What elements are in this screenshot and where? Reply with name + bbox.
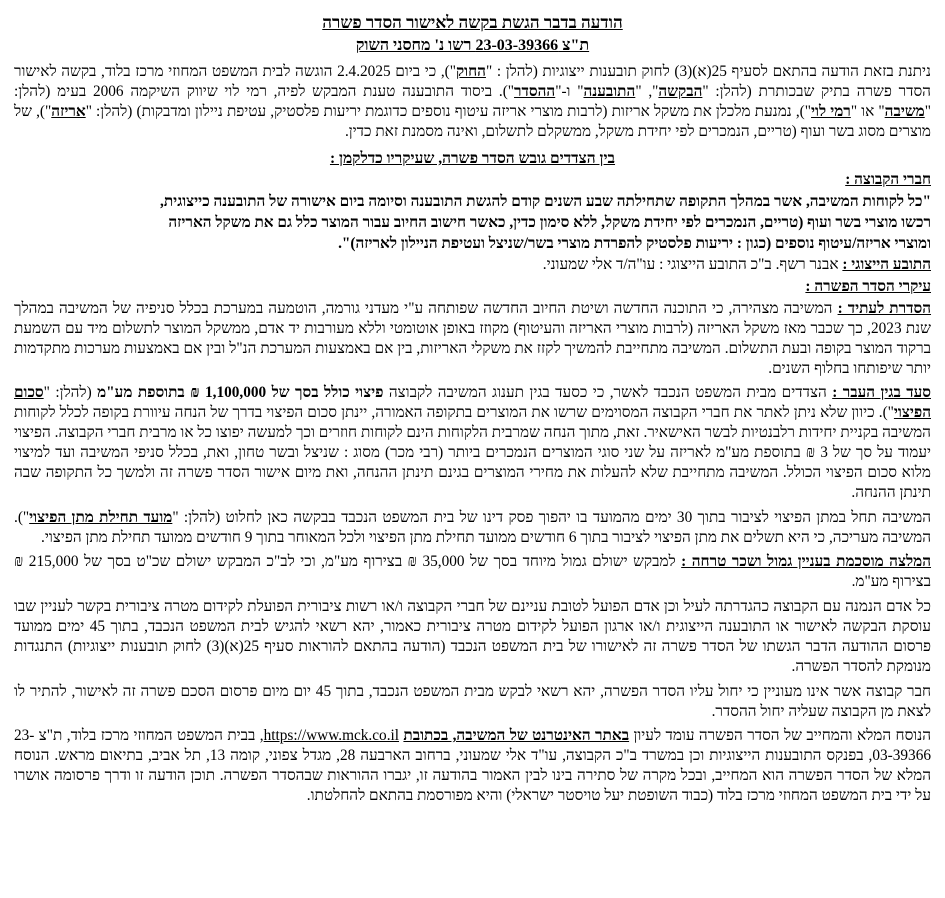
fees-recommendation-paragraph xyxy=(14,552,931,592)
full-text-b: , בבית המשפט המחוזי מרכז בלוד, ת"צ 23-03-39366, בפנקס התובענות הייצוגיות וכן במשרד ב"כ הקבוצה, עו"ד אלי שמעוני, ברחוב הארבעה 28, מגדל צפוני, קומה 13, תל אביב, בתיאום מראש. הנוסח המלא של הסדר הפשרה הוא המחייב, ובכל מקרה של סתירה בינו לבין האמור בהודעה זו, יגברו ההוראות שבהסדר הפשרה. תוכן הודעה זו ודרך פרסומה אושרו על ידי בית המשפט המחוזי מרכז בלוד (כבוד השופטת יעל טויסטר ישראלי) והיא מפורסמת בהתאם להחלטתו. xyxy=(14,727,931,805)
future-arrangement-label: הסדרת לעתיד : xyxy=(837,299,932,317)
representative-plaintiff-line xyxy=(14,255,931,275)
group-members-heading: חברי הקבוצה : xyxy=(845,170,931,188)
respondent-website-link[interactable]: https://www.mck.co.il xyxy=(263,727,400,745)
intro-paragraph xyxy=(14,62,931,142)
payment-start-text-b: "). המשיבה מעריכה, כי היא תשלים את מתן הפיצוי לציבור בתוך 6 חודשים ממועד תחילת מתן הפיצוי ולכל המאוחר בתוך 9 חודשים ממועד תחילת מתן הפיצוי. xyxy=(14,508,931,546)
term-habaksha: הבקשה xyxy=(658,83,703,101)
term-ramilevi: רמי לוי xyxy=(811,103,851,120)
term-ariza: אריזה xyxy=(51,103,86,120)
future-arrangement-paragraph xyxy=(14,299,931,379)
fees-recommendation-label: המלצה מוסכמת בעניין גמול ושכר טרחה : xyxy=(681,553,932,571)
settlement-reached-heading: בין הצדדים גובש הסדר פשרה, שעיקריו כדלקמן : xyxy=(329,149,616,167)
intro-text-e: "). ביסוד התובענה טענת המבקש לפיה, רמי לוי שיווק השיקמה 2006 בעימ (להלן: " xyxy=(14,83,931,120)
payment-start-paragraph xyxy=(14,508,931,548)
representative-plaintiff-label: התובע הייצוגי : xyxy=(842,256,931,274)
group-definition-quote xyxy=(14,192,931,255)
group-quote-line-1: "כל לקוחות המשיבה, אשר במהלך התקופה שתחילתה שבע השנים קודם להגשת התובענה וסיומה ביום אישורה של התובענה כייצוגית, xyxy=(160,192,931,210)
term-hachok: החוק xyxy=(456,63,486,81)
fees-recommendation-text: למבקש ישולם גמול מיוחד בסך של 35,000 ₪ בצירוף מע"מ, וכי לב"כ המבקש ישולם שכ"ט בסך של 215,000 ₪ בצירוף מע"מ. xyxy=(14,553,931,591)
settlement-main-heading: עיקרי הסדר הפשרה : xyxy=(805,278,931,296)
opt-out-paragraph: חבר קבוצה אשר אינו מעוניין כי יחול עליו הסדר הפשרה, יהא רשאי לבקש מבית המשפט הנכבד, בתוך 45 יום מיום פרסום הסכם פשרה זה לאישור, להתיר לו לצאת מן הקבוצה שעליה יחול ההסדר. xyxy=(14,682,931,720)
intro-text-h: "), של מוצרים מסוג בשר ועוף (טריים, הנמכרים לפי יחידת משקל, ממשקלם לתשלום, ואינה מסמנת זאת כדין. xyxy=(14,103,931,140)
intro-text-g: "), נמנעת מלכלן את משקל אריזות (לרבות מוצרי אריזה עיטוף נוספים כדוגמת יריעות פלסטיק, עטיפת ניילון ומדבקות) (להלן: " xyxy=(85,103,812,120)
intro-text-a: ניתנת בזאת הודעה בהתאם לסעיף 25(א)(3) לחוק תובענות ייצוגיות (להלן : " xyxy=(485,63,931,81)
payment-start-text-a: המשיבה תחל במתן הפיצוי לציבור בתוך 30 ימים מהמועד בו יהפוך פסק דינו של בית המשפט הנכבד בבקשה כאן לחלוט (להלן: " xyxy=(172,508,931,526)
intro-text-c: ", " xyxy=(635,83,659,101)
term-meshiva: משיבה xyxy=(884,103,925,120)
document-title: הודעה בדבר הגשת בקשה לאישור הסדר פשרה xyxy=(322,13,623,32)
term-hahesder: ההסדר xyxy=(514,83,556,101)
past-remedy-label: סעד בגין העבר : xyxy=(832,384,931,402)
vat-note: בתוספת מע"מ xyxy=(97,384,185,402)
past-remedy-text-a: הצדדים מבית המשפט הנכבד לאשר, כי כסעד בגין תענוג המשיבה לקבוצה xyxy=(383,384,827,402)
intro-text-f: " או " xyxy=(850,103,885,120)
term-payment-start-date: מועד תחילת מתן הפיצוי xyxy=(29,508,173,526)
case-number-line: ת"צ 23-03-39366 רשו נ' מחסני השוק xyxy=(355,37,590,55)
past-remedy-paragraph xyxy=(14,383,931,502)
intro-text-b: "), כי ביום 2.4.2025 הוגשה לבית המשפט המחוזי מרכז בלוד, בקשה לאישור הסדר פשרה בתיק שבכותרת (להלן: " xyxy=(14,63,931,101)
group-quote-line-2: רכשו מוצרי בשר ועוף (טריים, הנמכרים לפי יחידת משקל, ללא סימון כדין, כאשר חישוב החיוב עבור המוצר כלל גם את משקל האריזה xyxy=(168,213,931,231)
term-sum-of-compensation: סכום הפיצוי xyxy=(14,384,931,422)
group-quote-line-3: ומוצרי אריזה/עיטוף נוספים (כגון : יריעות פלסטיק להפרדת מוצרי בשר/שניצל ועטיפת הניילון לאריזה)". xyxy=(338,235,931,252)
website-label: באתר האינטרנט של המשיבה, בכתובת xyxy=(403,727,630,745)
objection-rights-paragraph: כל אדם הנמנה עם הקבוצה כהגדרתה לעיל וכן אדם הפועל לטובת עניינם של חברי הקבוצה ו/או רשות ציבורית הפועלת לקידום מטרה ציבורית בקשר לעניין שבו עוסקת הבקשה לאישור או התובענה הייצוגית ו/או ארגון הפועל לקידום מטרה ציבורית כאמור, יהא רשאי להגיש לבית המשפט הנכבד, בתוך 45 ימים ממועד פרסום ההודעה הדבר הגשתו של הסדר פשרה זה לאישורו של בית המשפט הנכבד (הודעה בהתאם להוראות סעיף 25(א)(3) לחוק תובענות ייצוגיות) התנגדות מנומקת להסדר הפשרה. xyxy=(14,598,932,675)
future-arrangement-text: המשיבה מצהירה, כי התוכנה החדשה ושיטת החיוב החדשה שפותחה ע"י מעדני גורמה, הוטמעה במערכת בכלל סניפיה של המשיבה במהלך שנת 2023, כך שכבר מאז משקל האריזה (לרבות מוצרי האריזה והעיטוף) מקוזז באופן אוטומטי וללא מעורבות יד אדם, ממשקל המוצר לתשלום מיד עם השמעת ברקוד המוצר בקופה ובעת התשלום. המשיבה מתחייבת להמשיך לקזז את משקלי האריזות, בין אם באמצעות המערכת הנ"ל ובין אם באמצעות מערכות מתקדמות יותר שיפותחו בחלוף השנים. xyxy=(14,299,931,377)
representative-plaintiff-value: אבנר רשף. ב"כ התובע הייצוגי : עו"ה/ד אלי שמעוני. xyxy=(542,256,839,274)
full-text-a: הנוסח המלא והמחייב של הסדר הפשרה עומד לעיון xyxy=(629,727,931,745)
full-text-availability-paragraph xyxy=(14,726,931,806)
term-hatovana: התובענה xyxy=(583,83,636,101)
past-remedy-text-d: "). כיוון שלא ניתן לאתר את חברי הקבוצה המסוימים שרשו את המוצרים בתקופה האמורה, יינתן סכום הפיצוי בדרך של הנחה עיוורת בקופה לכלל לקוחות המשיבה בקניית יחידות רלבנטיות לבשר האישאיר. זאת, מתוך הנחה שמרבית הלקוחות הינם לקוחות חוזרים וכך למעשה יפוצו כל או מרבית חברי הקבוצה. הפיצוי יעמוד על סך של 3 ₪ בתוספת מע"מ לאריזה על שני סוגי המוצרים הנמכרים ביותר (רבי מכר) מסוג : שניצל ובשר טחון, ואת, בכלל סניפי המשיבה ועד למיצוי מלוא סכום הפיצוי הכולל. המשיבה מתחייבת שלא להעלות את מחירי המוצרים בגינם תינתן ההנחה, ואת מיום אישור הסדר פשרה זה ולמשך כל התקופה שבה תינתן ההנחה. xyxy=(14,404,932,501)
intro-text-d: " ו-" xyxy=(555,83,584,101)
past-remedy-text-c: (להלן: " xyxy=(43,384,98,402)
compensation-amount: פיצוי כולל בסך של 1,100,000 ₪ xyxy=(190,384,384,402)
